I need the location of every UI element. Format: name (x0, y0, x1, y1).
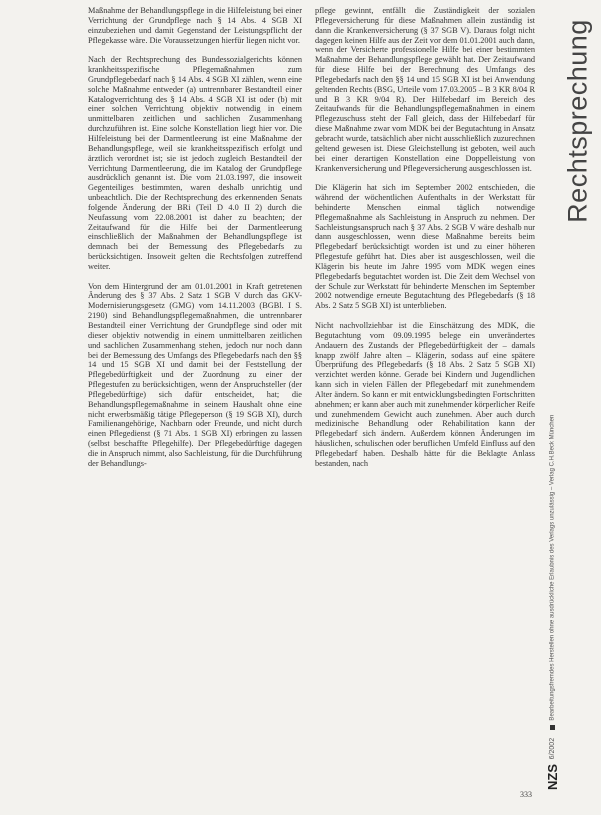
paragraph: Maßnahme der Behandlungspflege in die Hilfeleistung bei einer Verrichtung der Grundpflege nach § 14 Abs. 4 SGB XI einzubeziehen und damit Gegenstand der Leistungspflicht der Pflegekasse wäre. Die Voraussetzungen hierfür liegen nicht vor. (88, 6, 302, 45)
journal-footer-mark (545, 415, 560, 790)
paragraph: Nicht nachvollziehbar ist die Einschätzung des MDK, die Begutachtung vom 09.09.1995 belege ein unverändertes Andauern des Zustands der Pflegebedürftigkeit der – damals knapp zwölf Jahre alten – Klägerin, sodass auf eine spätere Überprüfung des Pflegebedarfs (§ 18 Abs. 2 Satz 5 SGB XI) verzichtet werden könne. Gerade bei Kindern und Jugendlichen kann sich in vielen Fällen der Pflegebedarf mit zunehmendem Alter ändern. So kann er mit entwicklungsbedingten Fortschritten abnehmen; er kann aber auch mit zunehmender körperlicher Reife und zunehmendem Gewicht auch zunehmen. Aber auch durch medizinische Behandlung oder Rehabilitation kann der Pflegebedarf sich ändern. Außerdem können Änderungen im häuslichen, schulischen oder beruflichen Umfeld Einfluss auf den Pflegebedarf haben. Deshalb hätte für die Beklagte Anlass bestanden, nach (315, 321, 535, 468)
section-title-text: Rechtsprechung (562, 19, 593, 223)
right-text-column (315, 6, 535, 479)
left-text-column (88, 6, 302, 479)
section-title (558, 16, 598, 226)
paragraph: Von dem Hintergrund der am 01.01.2001 in Kraft getretenen Änderung des § 37 Abs. 2 Satz 1 SGB V durch das GKV-Modernisierungsgesetz (GMG) vom 14.11.2003 (BGBl. I S. 2190) sind Behandlungspflegemaßnahmen, die untrennbarer Bestandteil einer Verrichtung der Grundpflege sind oder mit dieser objektiv notwendig in einem unmittelbaren zeitlichen und sachlichen Zusammenhang stehen, jedoch nur noch dann bei der Bemessung des Umfangs des Pflegebedarfs nach den §§ 14 und 15 SGB XI und damit bei der Feststellung der Pflegebedürftigkeit und der Zuordnung zu einer der Pflegestufen zu berücksichtigen, wenn der Anspruchsteller (der Pflegebedürftige) sich dafür entscheidet, hat; die Behandlungspflegemaßnahme in seinem Haushalt ohne eine nicht erwerbsmäßig tätige Pflegeperson (§ 19 SGB XI), durch Familienangehörige, Nachbarn oder Freunde, und nicht durch einen Pflegedienst (§ 71 Abs. 1 SGB XI) erbringen zu lassen (selbst beschaffte Pflegehilfe). Der Pflegebedürftige dagegen die in Anspruch nimmt, also Sachleistung, für die Durchführung der Behandlungs- (88, 281, 302, 468)
journal-abbr: NZS (545, 764, 560, 790)
copyright-notice: Bearbeitungsfremdes Herstellen ohne ausdrückliche Erlaubnis des Verlags unzulässig – Verlag C.H.Beck München (549, 414, 556, 721)
paragraph: Die Klägerin hat sich im September 2002 entschieden, die während der wöchentlichen Aufenthalts in der Werkstatt für behinderte Menschen einmal täglich notwendige Pflegemaßnahme als Sachleistung in Anspruch zu nehmen. Der Sachleistungsanspruch nach § 37 Abs. 2 SGB V wäre deshalb nur dann ausgeschlossen, wenn diese Maßnahme bereits beim Pflegebedarf berücksichtigt worden ist und zu einer höheren Pflegestufe geführt hat. Dies aber ist ausgeschlossen, weil die Klägerin bis heute im Jahre 1995 vom MDK wegen eines Pflegebedarfs begutachtet worden ist. Die Zeit dem Wechsel von der Schule zur Werkstatt für behinderte Menschen im September 2002 notwendige erneute Begutachtung des Pflegebedarfs (§ 18 Abs. 2 Satz 5 SGB XI) ist unterblieben. (315, 183, 535, 311)
paragraph: pflege gewinnt, entfällt die Zuständigkeit der sozialen Pflegeversicherung für diese Maßnahmen allein zuständig ist dann die Krankenversicherung (§ 37 SGB V). Daraus folgt nicht dagegen keinen Hilfe aus der Zeit vor dem 01.01.2001 auch dann, wenn der Versicherte professionelle Hilfe bei einer bestimmten Maßnahme der Behandlungspflege gewählt hat. Der Zeitaufwand für diese Hilfe bei der Berechnung des Umfangs des Pflegebedarfs nach den §§ 14 und 15 SGB XI ist bei Anwendung geltenden Rechts (BSG, Urteile vom 17.03.2005 – B 3 KR 8/04 R und B 3 KR 9/04 R). Der Hilfebedarf im Bereich des Zeitaufwands für die Behandlungspflegemaßnahmen in einem Pflegezuschuss steht der Fall gleich, dass der Hilfebedarf für diese Maßnahme zwar vom MDK bei der Begutachtung in Ansatz gebracht wurde, tatsächlich aber nicht ausschließlich zuzurechnen geltend gewesen ist. Diese Gleichstellung ist geboten, weil auch bei einer derartigen Konstellation eine Doppelleistung von Krankenversicherung und Pflegeversicherung ausgeschlossen ist. (315, 6, 535, 173)
journal-issue: 6/2002 (549, 737, 556, 760)
page-number: 333 (520, 790, 532, 799)
paragraph: Nach der Rechtsprechung des Bundessozialgerichts können krankheitsspezifische Pflegemaßnahmen zum Grundpflegebedarf nach § 14 Abs. 4 SGB XI zählen, wenn eine solche Maßnahme entweder (a) untrennbarer Bestandteil einer Katalogverrichtung des § 14 Abs. 4 SGB XI ist oder (b) mit einer solchen Verrichtung objektiv notwendig in einem unmittelbaren zeitlichen und sachlichen Zusammenhang durchzuführen ist. Eine solche Konstellation liegt hier vor. Die Hilfeleistung bei der Darmentleerung ist eine Maßnahme der Behandlungspflege, weil sie krankheitsspezifisch erfolgt und ärztlich verordnet ist; sie ist jedoch zugleich Bestandteil der Verrichtung Darmentleerung, die im Katalog der Grundpflege ausdrücklich genannt ist. Die vom 21.03.1997, die insoweit Gegenteiliges bestimmten, waren deshalb unrichtig und unbeachtlich. Die der Rechtsprechung des erkennenden Senats folgende Änderung der BRi (Teil D 4.0 II 2) durch die Neufassung vom 22.08.2001 ist daher zu beachten; der Zeitaufwand für die Hilfe bei der Darmentleerung einschließlich der Maßnahmen der Behandlungspflege ist demnach bei der Bemessung des Pflegebedarfs zu berücksichtigen. Insoweit gelten die Rechtsfolgen zutreffend weiter. (88, 55, 302, 271)
square-bullet-icon (550, 725, 555, 730)
